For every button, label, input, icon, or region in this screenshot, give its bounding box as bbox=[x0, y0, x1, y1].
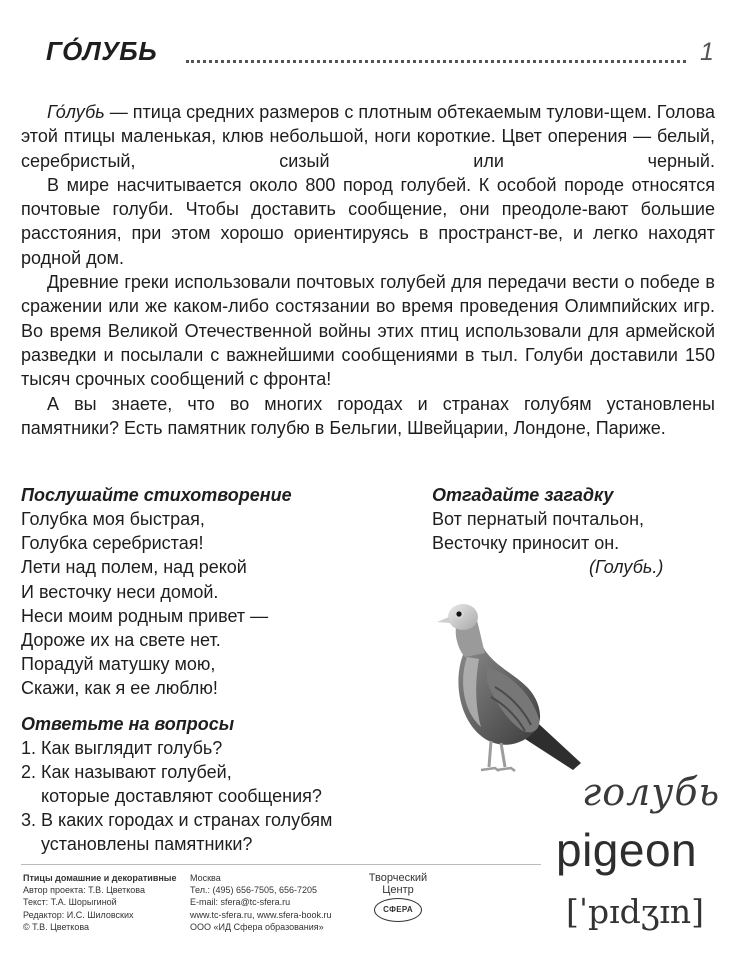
term-golub: Го́лубь bbox=[47, 102, 105, 122]
page-number: 1 bbox=[700, 38, 714, 66]
riddle-column bbox=[432, 483, 722, 580]
footer-publisher: ООО «ИД Сфера образования» bbox=[190, 921, 324, 932]
question-item bbox=[21, 736, 401, 760]
riddle-line: Вот пернатый почтальон, bbox=[432, 509, 645, 529]
footer-phone: Тел.: (495) 656-7505, 656-7205 bbox=[190, 885, 318, 896]
footer-series: Птицы домашние и декоративные bbox=[23, 873, 177, 883]
footer-contacts bbox=[190, 872, 365, 933]
question-text-continuation: которые доставляют сообщения? bbox=[41, 786, 322, 807]
question-number: 1. bbox=[21, 737, 37, 758]
poem-and-questions-column bbox=[21, 483, 401, 857]
footer-credits bbox=[23, 872, 188, 933]
pigeon-illustration bbox=[435, 595, 585, 785]
paragraph-monuments: А вы знаете, что во многих городах и странах голубям установлены памятники? Есть памятник голубю в Бельгии, Швейцарии, Лондоне, Париже. bbox=[21, 393, 715, 438]
word-english: pigeon bbox=[556, 824, 698, 876]
poem-heading: Послушайте стихотворение bbox=[21, 485, 292, 505]
footer-divider bbox=[21, 864, 541, 865]
question-text: Как выглядит голубь? bbox=[41, 737, 223, 758]
logo-line: Центр bbox=[382, 884, 414, 896]
poem-line: И весточку неси домой. bbox=[21, 581, 219, 602]
paragraph-description-text: — птица средних размеров с плотным обтекаемым тулови-щем. Голова этой птицы маленькая, клюв небольшой, ноги короткие. Цвет оперения — белый, серебристый, сизый или черный. bbox=[21, 102, 715, 171]
poem bbox=[21, 507, 401, 701]
footer-author: Автор проекта: Т.В. Цветкова bbox=[23, 885, 145, 896]
footer-sites: www.tc-sfera.ru, www.sfera-book.ru bbox=[190, 909, 332, 920]
page-title: ГО́ЛУБЬ bbox=[46, 36, 158, 66]
poem-line: Скажи, как я ее люблю! bbox=[21, 678, 218, 699]
poem-line: Неси моим родным привет — bbox=[21, 605, 269, 626]
riddle-answer: (Голубь.) bbox=[589, 557, 664, 578]
question-number: 2. bbox=[21, 761, 37, 782]
publisher-logo bbox=[358, 872, 438, 922]
question-text-continuation: установлены памятники? bbox=[41, 834, 253, 855]
question-item bbox=[21, 808, 401, 832]
paragraph-history: Древние греки использовали почтовых голубей для передачи вести о победе в сражении или же каком-либо состязании во время проведения Олимпийских игр. Во время Великой Отечественной войны этих птиц использовали для армейской разведки и посылали с важнейшими сообщениями в тыл. Голуби доставили 150 тысяч срочных сообщений с фронта! bbox=[21, 272, 715, 390]
riddle-line: Весточку приносит он. bbox=[432, 533, 620, 554]
footer-editor: Редактор: И.С. Шиловских bbox=[23, 909, 134, 920]
footer-city: Москва bbox=[190, 873, 221, 883]
paragraph-breeds: В мире насчитывается около 800 пород голубей. К особой породе относятся почтовые голуби. Чтобы доставить сообщение, они преодоле-вают большие расстояния, при этом хорошо ориентируясь в пространст-ве, и легко находят родной дом. bbox=[21, 174, 715, 268]
word-transcription: [ˈpɪdʒɪn] bbox=[566, 892, 705, 931]
riddle-heading: Отгадайте загадку bbox=[432, 485, 614, 505]
poem-line: Дороже их на свете нет. bbox=[21, 630, 221, 651]
poem-line: Лети над полем, над рекой bbox=[21, 557, 247, 578]
question-text: В каких городах и странах голубям bbox=[41, 810, 333, 831]
title-dotted-leader bbox=[186, 60, 686, 63]
footer-email: E-mail: sfera@tc-sfera.ru bbox=[190, 897, 291, 908]
footer-copyright: © Т.В. Цветкова bbox=[23, 921, 90, 932]
poem-line: Голубка серебристая! bbox=[21, 533, 204, 554]
paragraph-description bbox=[21, 100, 715, 173]
question-item bbox=[21, 760, 401, 784]
questions-heading: Ответьте на вопросы bbox=[21, 713, 235, 734]
questions-list bbox=[21, 736, 401, 857]
footer-text-by: Текст: Т.А. Шорыгиной bbox=[23, 897, 117, 908]
question-text: Как называют голубей, bbox=[41, 761, 232, 782]
article-text bbox=[21, 100, 715, 440]
word-russian: голубь bbox=[582, 770, 721, 814]
sfera-logo-icon: СФЕРА bbox=[374, 898, 422, 922]
poem-line: Порадуй матушку мою, bbox=[21, 654, 216, 675]
logo-line: Творческий bbox=[368, 872, 428, 884]
poem-line: Голубка моя быстрая, bbox=[21, 509, 205, 529]
question-number: 3. bbox=[21, 810, 37, 831]
